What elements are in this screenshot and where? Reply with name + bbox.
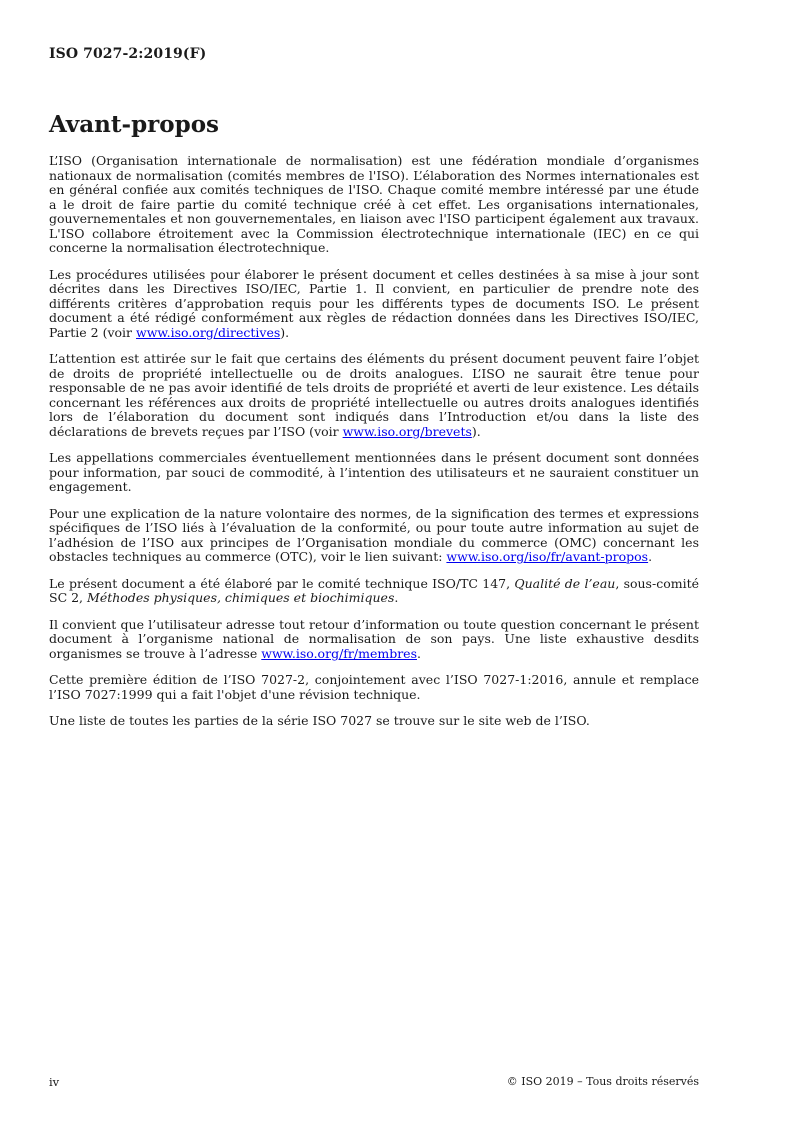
paragraph-2: Les procédures utilisées pour élaborer le présent document et celles destinées à sa mise à jour sont décrites dans les Directives ISO/IEC, Partie 1. Il convient, en particulier de prendre note des différents critères d’approbation requis pour les différents types de documents ISO. Le présent document a été rédigé conformément aux règles de rédaction données dans les Directives ISO/IEC, Partie 2 (voir www.iso.org/directives). (49, 266, 699, 340)
paragraph-9: Une liste de toutes les parties de la série ISO 7027 se trouve sur le site web de l’ISO. (49, 713, 590, 728)
paragraph-5: Pour une explication de la nature volontaire des normes, de la signification des termes et expressions spécifiques de l’ISO liés à l’évaluation de la conformité, ou pour toute autre information au sujet de l’adhésion de l’ISO aux principes de l’Organisation mondiale du commerce (OMC) concernant les obstacles techniques au commerce (OTC), voir le lien suivant: www.iso.org/iso/fr/avant-propos. (49, 505, 699, 564)
page-number: iv (49, 1075, 60, 1089)
foreword-body (49, 154, 699, 741)
paragraph-7: Il convient que l’utilisateur adresse tout retour d’information ou toute question concernant le présent document à l’organisme national de normalisation de son pays. Une liste exhaustive desdits organismes se trouve à l’adresse www.iso.org/fr/membres. (49, 616, 699, 661)
paragraph-8: Cette première édition de l’ISO 7027-2, conjointement avec l’ISO 7027-1:2016, annule et remplace l’ISO 7027:1999 qui a fait l'objet d'une révision technique. (49, 672, 699, 702)
document-id: ISO 7027-2:2019(F) (49, 46, 207, 62)
paragraph-4: Les appellations commerciales éventuellement mentionnées dans le présent document sont données pour information, par souci de commodité, à l’intention des utilisateurs et ne sauraient constituer un engagement. (49, 450, 699, 494)
committee-title: Qualité de l’eau (514, 575, 616, 591)
avant-propos-link[interactable]: www.iso.org/iso/fr/avant-propos (446, 549, 649, 564)
copyright-notice: © ISO 2019 – Tous droits réservés (506, 1075, 699, 1088)
page-title: Avant-propos (49, 111, 219, 138)
membres-link[interactable]: www.iso.org/fr/membres (261, 645, 417, 661)
directives-link[interactable]: www.iso.org/directives (136, 324, 281, 340)
paragraph-6: Le présent document a été élaboré par le comité technique ISO/TC 147, Qualité de l’eau, sous-comité SC 2, Méthodes physiques, chimiques et biochimiques. (49, 575, 699, 605)
brevets-link[interactable]: www.iso.org/brevets (342, 423, 472, 439)
paragraph-1: L’ISO (Organisation internationale de normalisation) est une fédération mondiale d’organismes nationaux de normalisation (comités membres de l'ISO). L’élaboration des Normes internationales est en général confiée aux comités techniques de l'ISO. Chaque comité membre intéressé par une étude a le droit de faire partie du comité technique créé à cet effet. Les organisations internationales, gouvernementales et non gouvernementales, en liaison avec l'ISO participent également aux travaux. L'ISO collabore étroitement avec la Commission électrotechnique internationale (IEC) en ce qui concerne la normalisation électrotechnique. (49, 153, 699, 255)
subcommittee-title: Méthodes physiques, chimiques et biochimiques (87, 590, 395, 605)
paragraph-3: L’attention est attirée sur le fait que certains des éléments du présent document peuvent faire l’objet de droits de propriété intellectuelle ou de droits analogues. L’ISO ne saurait être tenue pour responsable de ne pas avoir identifié de tels droits de propriété et averti de leur existence. Les détails concernant les références aux droits de propriété intellectuelle ou autres droits analogues identifiés lors de l’élaboration du document sont indiqués dans l’Introduction et/ou dans la liste des déclarations de brevets reçues par l’ISO (voir www.iso.org/brevets). (49, 351, 699, 439)
